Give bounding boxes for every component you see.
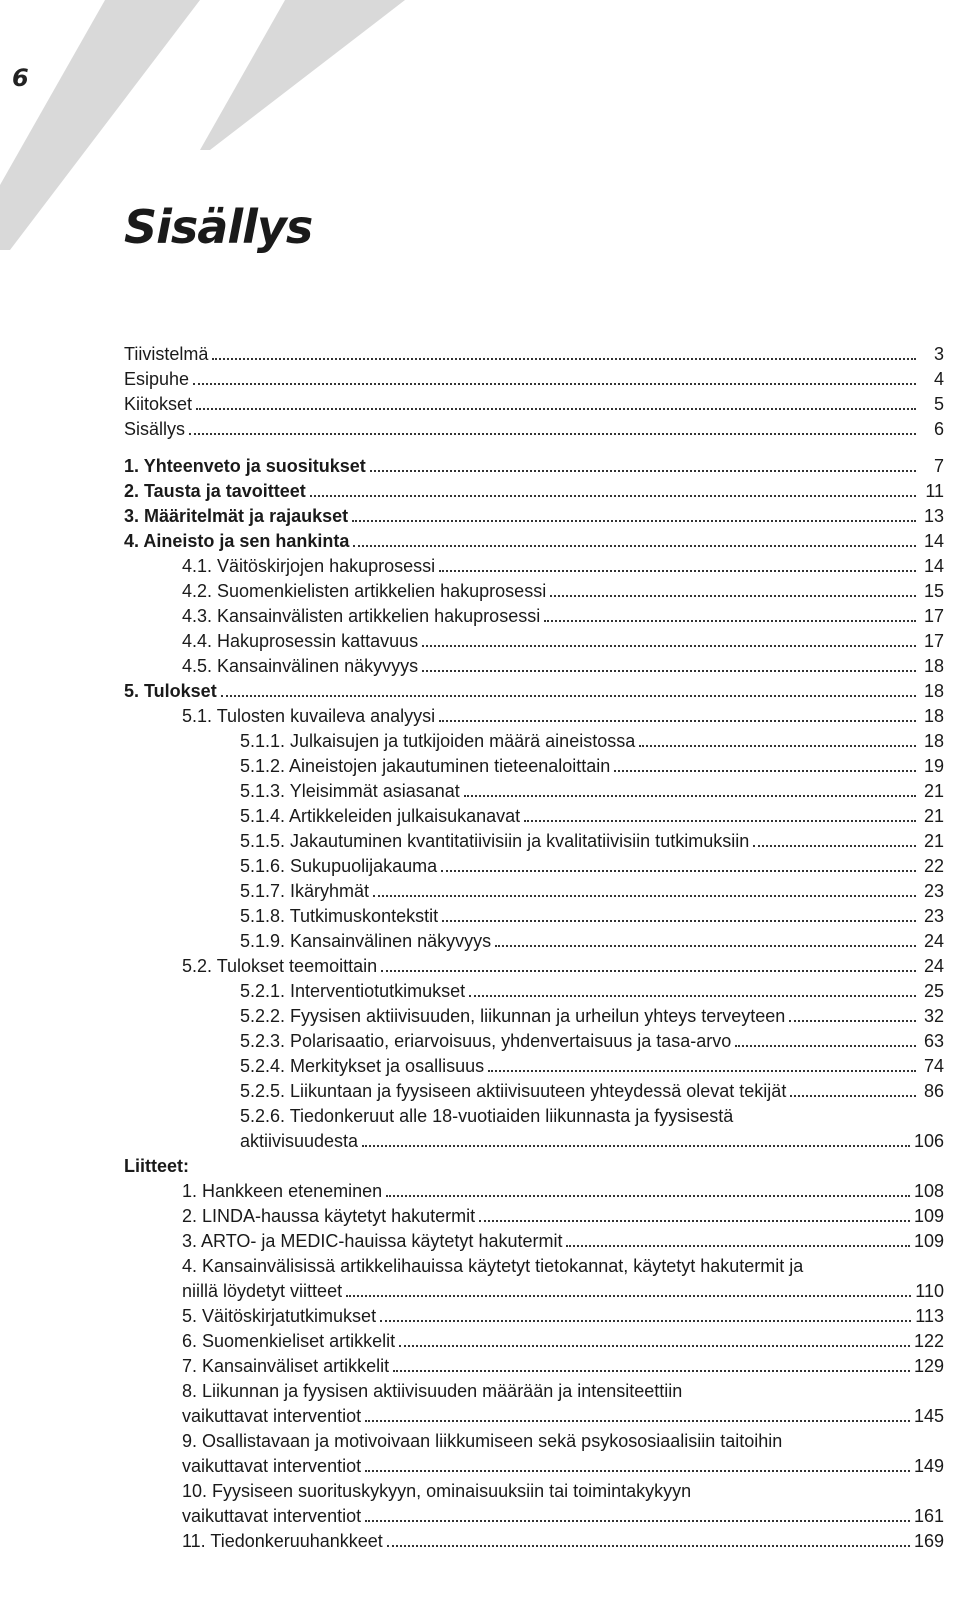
dot-leader	[387, 1544, 910, 1547]
toc-entry	[124, 1304, 944, 1329]
dot-leader	[495, 944, 916, 947]
dot-leader	[524, 819, 916, 822]
toc-entry-page: 15	[923, 581, 944, 601]
toc-entry	[124, 1029, 944, 1054]
toc-entry	[124, 704, 944, 729]
toc-entry	[124, 779, 944, 804]
toc-entry-label: 5.1.7. Ikäryhmät	[240, 881, 370, 901]
toc-entry	[124, 1204, 944, 1229]
toc-entry-page: 106	[913, 1131, 944, 1151]
dot-leader	[393, 1369, 910, 1372]
dot-leader	[380, 1319, 911, 1322]
dot-leader	[639, 744, 916, 747]
dot-leader	[353, 544, 916, 547]
toc-entry-label: 5.2. Tulokset teemoittain	[182, 956, 378, 976]
dot-leader	[753, 844, 916, 847]
toc-entry	[124, 754, 944, 779]
toc-entry-page: 14	[923, 531, 944, 551]
dot-leader	[362, 1144, 910, 1147]
toc-entry-label-cont: vaikuttavat interventiot	[182, 1406, 362, 1426]
dot-leader	[212, 357, 916, 360]
dot-leader	[370, 469, 916, 472]
toc-entry	[124, 1254, 944, 1304]
toc-entry-page: 14	[923, 556, 944, 576]
dot-leader	[310, 494, 916, 497]
dot-leader	[614, 769, 916, 772]
toc-entry-page: 18	[923, 681, 944, 701]
toc-entry-label: 5. Tulokset	[124, 681, 217, 701]
toc-entry-continuation	[182, 1454, 944, 1479]
toc-entry-label: 10. Fyysiseen suorituskykyyn, ominaisuuksiin tai toimintakykyyn	[182, 1481, 692, 1501]
table-of-contents	[124, 342, 944, 1554]
toc-entry-label-cont: vaikuttavat interventiot	[182, 1506, 362, 1526]
toc-entry	[124, 979, 944, 1004]
toc-entry	[124, 829, 944, 854]
toc-entry-label: 7. Kansainväliset artikkelit	[182, 1356, 390, 1376]
toc-entry	[124, 804, 944, 829]
toc-entry-label: 5.2.3. Polarisaatio, eriarvoisuus, yhdenvertaisuus ja tasa-arvo	[240, 1031, 732, 1051]
dot-leader	[196, 407, 916, 410]
toc-entry-page: 17	[923, 631, 944, 651]
toc-entry	[124, 1004, 944, 1029]
toc-entry	[124, 604, 944, 629]
toc-entry-page: 18	[923, 656, 944, 676]
dot-leader	[381, 969, 916, 972]
toc-entry-page: 63	[923, 1031, 944, 1051]
dot-leader	[221, 694, 916, 697]
toc-entry-label: 1. Hankkeen eteneminen	[182, 1181, 383, 1201]
toc-entry-page: 6	[933, 419, 944, 439]
toc-entry-label: 5.1.5. Jakautuminen kvantitatiivisiin ja kvalitatiivisiin tutkimuksiin	[240, 831, 750, 851]
dot-leader	[193, 382, 916, 385]
toc-entry-page: 11	[925, 481, 944, 501]
toc-entry-label: 5.1.4. Artikkeleiden julkaisukanavat	[240, 806, 521, 826]
toc-entry-page: 4	[933, 369, 944, 389]
dot-leader	[441, 869, 916, 872]
toc-entry-page: 109	[913, 1206, 944, 1226]
toc-entry-label: 4.5. Kansainvälinen näkyvyys	[182, 656, 419, 676]
toc-entry	[124, 554, 944, 579]
toc-entry-page: 21	[923, 806, 944, 826]
toc-entry-label: 5.1.6. Sukupuolijakauma	[240, 856, 438, 876]
dot-leader	[488, 1069, 916, 1072]
toc-entry	[124, 392, 944, 417]
toc-entry	[124, 579, 944, 604]
toc-entry	[124, 629, 944, 654]
toc-entry-page: 23	[923, 881, 944, 901]
toc-entry-page: 24	[923, 931, 944, 951]
page-number: 6	[12, 64, 29, 92]
toc-entry-page: 161	[913, 1506, 944, 1526]
dot-leader	[352, 519, 916, 522]
toc-entry	[124, 529, 944, 554]
toc-entry-label: 4.4. Hakuprosessin kattavuus	[182, 631, 419, 651]
toc-entry-label: 5.1.1. Julkaisujen ja tutkijoiden määrä aineistossa	[240, 731, 636, 751]
toc-entry-page: 74	[923, 1056, 944, 1076]
toc-entry	[124, 854, 944, 879]
dot-leader	[439, 569, 916, 572]
toc-entry-page: 18	[923, 706, 944, 726]
dot-leader	[544, 619, 916, 622]
toc-entry-label: 4.1. Väitöskirjojen hakuprosessi	[182, 556, 436, 576]
dot-leader	[365, 1419, 910, 1422]
toc-entry-label: 4.3. Kansainvälisten artikkelien hakuprosessi	[182, 606, 541, 626]
toc-entry-label: 2. Tausta ja tavoitteet	[124, 481, 306, 501]
toc-entry	[124, 1429, 944, 1479]
toc-entry	[124, 1479, 944, 1529]
toc-entry-label: Kiitokset	[124, 394, 193, 414]
appendix-heading: Liitteet:	[124, 1156, 189, 1176]
toc-entry-label: 11. Tiedonkeruuhankkeet	[182, 1531, 383, 1551]
toc-entry	[124, 879, 944, 904]
toc-entry	[124, 342, 944, 367]
dot-leader	[365, 1519, 910, 1522]
toc-entry-page: 25	[923, 981, 944, 1001]
toc-entry-page: 17	[923, 606, 944, 626]
toc-entry	[124, 679, 944, 704]
toc-entry-continuation	[182, 1404, 944, 1429]
dot-leader	[422, 644, 916, 647]
toc-entry-page: 19	[923, 756, 944, 776]
toc-entry-page: 113	[915, 1306, 944, 1326]
toc-entry-label: 3. ARTO- ja MEDIC-hauissa käytetyt hakutermit	[182, 1231, 563, 1251]
toc-entry	[124, 1229, 944, 1254]
toc-entry-label: 5.1.8. Tutkimuskontekstit	[240, 906, 439, 926]
toc-entry-page: 3	[933, 344, 944, 364]
toc-entry-label: Sisällys	[124, 419, 186, 439]
toc-entry	[124, 1054, 944, 1079]
toc-entry-page: 149	[913, 1456, 944, 1476]
dot-leader	[346, 1294, 911, 1297]
toc-entry-label: 4. Kansainvälisissä artikkelihauissa käytetyt tietokannat, käytetyt hakutermit ja	[182, 1256, 804, 1276]
toc-entry-label-cont: niillä löydetyt viitteet	[182, 1281, 343, 1301]
toc-entry-page: 169	[913, 1531, 944, 1551]
toc-entry-page: 145	[913, 1406, 944, 1426]
toc-entry-label: 5.2.4. Merkitykset ja osallisuus	[240, 1056, 485, 1076]
dot-leader	[422, 669, 916, 672]
toc-entry-label: 5.2.6. Tiedonkeruut alle 18-vuotiaiden liikunnasta ja fyysisestä	[240, 1106, 734, 1126]
toc-entry	[124, 504, 944, 529]
toc-entry-label: 5.1.9. Kansainvälinen näkyvyys	[240, 931, 492, 951]
toc-entry-label: 5.1. Tulosten kuvaileva analyysi	[182, 706, 436, 726]
dot-leader	[469, 994, 916, 997]
toc-entry-page: 129	[913, 1356, 944, 1376]
dot-leader	[439, 719, 916, 722]
dot-leader	[464, 794, 916, 797]
toc-entry	[124, 1329, 944, 1354]
page-title: Sisällys	[124, 200, 313, 254]
toc-entry-continuation	[240, 1129, 944, 1154]
toc-entry	[124, 654, 944, 679]
toc-entry-label: 9. Osallistavaan ja motivoivaan liikkumiseen sekä psykososiaalisiin taitoihin	[182, 1431, 783, 1451]
dot-leader	[735, 1044, 916, 1047]
toc-entry-page: 21	[923, 831, 944, 851]
toc-entry-page: 21	[923, 781, 944, 801]
toc-entry	[124, 929, 944, 954]
toc-entry-label: 5.2.2. Fyysisen aktiivisuuden, liikunnan ja urheilun yhteys terveyteen	[240, 1006, 786, 1026]
toc-entry-page: 18	[923, 731, 944, 751]
toc-entry-page: 5	[933, 394, 944, 414]
toc-entry	[124, 1379, 944, 1429]
toc-entry-page: 24	[923, 956, 944, 976]
toc-entry-page: 7	[933, 456, 944, 476]
toc-entry	[124, 954, 944, 979]
toc-entry-label: 2. LINDA-haussa käytetyt hakutermit	[182, 1206, 476, 1226]
toc-entry-label-cont: vaikuttavat interventiot	[182, 1456, 362, 1476]
toc-entry-label: Tiivistelmä	[124, 344, 209, 364]
dot-leader	[550, 594, 916, 597]
toc-entry-page: 13	[923, 506, 944, 526]
dot-leader	[442, 919, 916, 922]
toc-entry	[124, 1079, 944, 1104]
toc-entry-label: 5.2.5. Liikuntaan ja fyysiseen aktiivisuuteen yhteydessä olevat tekijät	[240, 1081, 787, 1101]
toc-entry-page: 32	[923, 1006, 944, 1026]
toc-entry-label: 1. Yhteenveto ja suositukset	[124, 456, 366, 476]
toc-entry-page: 108	[913, 1181, 944, 1201]
dot-leader	[386, 1194, 910, 1197]
toc-entry-continuation	[182, 1279, 944, 1304]
toc-entry-label: 6. Suomenkieliset artikkelit	[182, 1331, 396, 1351]
toc-entry-label-cont: aktiivisuudesta	[240, 1131, 359, 1151]
toc-entry-label: Esipuhe	[124, 369, 190, 389]
toc-entry-page: 109	[913, 1231, 944, 1251]
toc-entry-label: 8. Liikunnan ja fyysisen aktiivisuuden määrään ja intensiteettiin	[182, 1381, 683, 1401]
toc-entry	[124, 1529, 944, 1554]
dot-leader	[365, 1469, 910, 1472]
toc-entry-page: 22	[923, 856, 944, 876]
toc-entry-label: 5. Väitöskirjatutkimukset	[182, 1306, 377, 1326]
dot-leader	[189, 432, 916, 435]
toc-entry-page: 23	[923, 906, 944, 926]
toc-entry	[124, 1104, 944, 1154]
toc-entry-label: 5.1.2. Aineistojen jakautuminen tieteenaloittain	[240, 756, 611, 776]
toc-entry-label: 3. Määritelmät ja rajaukset	[124, 506, 349, 526]
dot-leader	[789, 1019, 916, 1022]
toc-entry	[124, 417, 944, 442]
toc-entry-label: 5.1.3. Yleisimmät asiasanat	[240, 781, 460, 801]
toc-entry	[124, 454, 944, 479]
toc-entry-label: 4.2. Suomenkielisten artikkelien hakuprosessi	[182, 581, 547, 601]
toc-entry-page: 86	[923, 1081, 944, 1101]
dot-leader	[373, 894, 916, 897]
toc-entry-page: 110	[915, 1281, 944, 1301]
toc-entry	[124, 729, 944, 754]
toc-entry-label: 4. Aineisto ja sen hankinta	[124, 531, 350, 551]
toc-entry-page: 122	[913, 1331, 944, 1351]
toc-entry-continuation	[182, 1504, 944, 1529]
toc-entry	[124, 367, 944, 392]
toc-entry	[124, 479, 944, 504]
toc-entry	[124, 1179, 944, 1204]
dot-leader	[479, 1219, 910, 1222]
dot-leader	[399, 1344, 910, 1347]
toc-entry	[124, 1354, 944, 1379]
dot-leader	[566, 1244, 909, 1247]
dot-leader	[790, 1094, 916, 1097]
toc-entry-label: 5.2.1. Interventiotutkimukset	[240, 981, 466, 1001]
toc-entry	[124, 904, 944, 929]
